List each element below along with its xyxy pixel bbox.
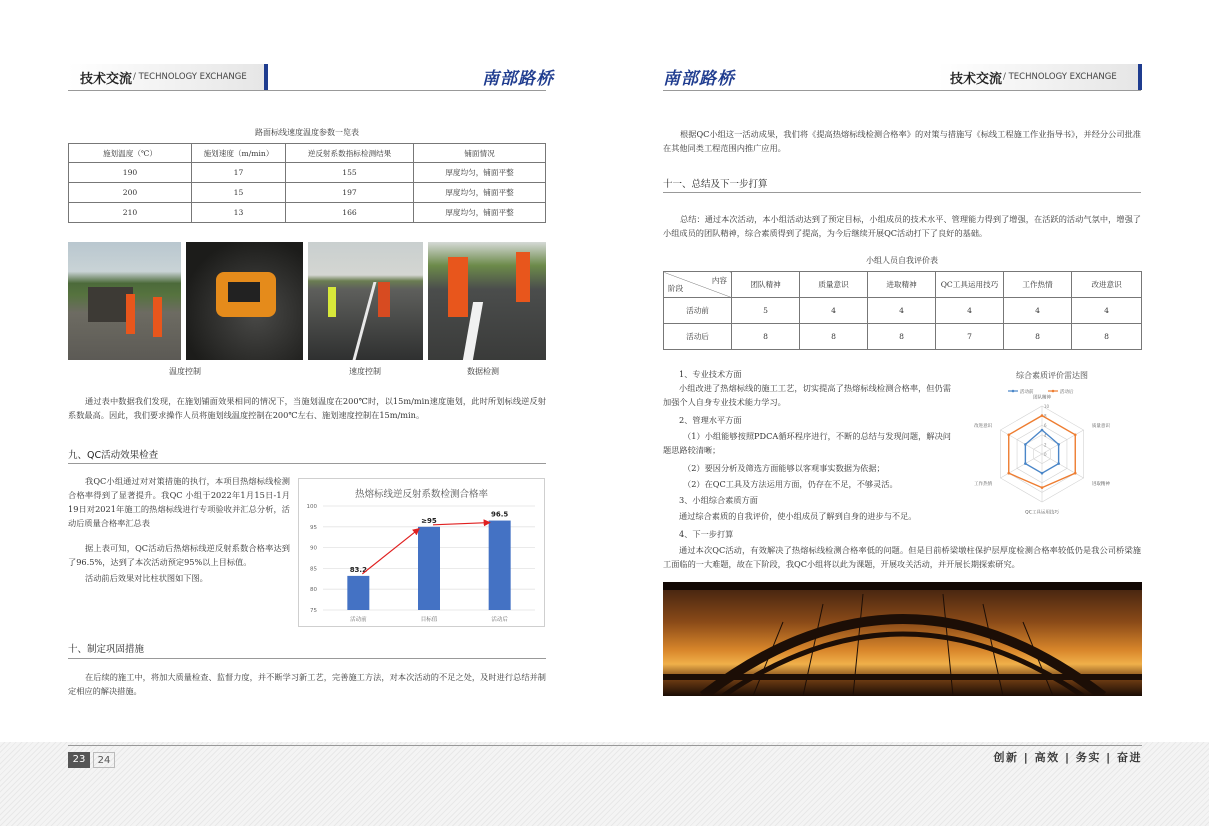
table2-cell: 4 xyxy=(936,298,1004,324)
bar-chart-ytick: 95 xyxy=(310,524,317,531)
section9-paragraph: 活动前后效果对比柱状图如下图。 xyxy=(85,573,208,583)
radar-point xyxy=(1041,472,1044,475)
radar-legend-marker xyxy=(1012,390,1015,393)
radar-chart xyxy=(962,366,1142,520)
radar-point xyxy=(1074,472,1077,475)
paragraph-conclusion: 通过表中数据我们发现，在施划铺面效果相同的情况下，当施划温度在200℃时，以15m/min速度施划，此时所划标线逆反射系数最高。因此，我们要求操作人员将施划线温度控制在200℃左右、施划速度控制在15m/min。 xyxy=(68,396,546,420)
table2-cell: 8 xyxy=(1072,324,1142,350)
table2-cell: 4 xyxy=(1072,298,1142,324)
right-header-cn: 技术交流 xyxy=(950,72,1003,87)
table1-caption: 路面标线速度温度参数一览表 xyxy=(255,128,359,137)
table2-cell: 4 xyxy=(868,298,936,324)
item-text: （1）小组能够按照PDCA循环程序进行，不断的总结与发现问题，解决问题思路较清晰； xyxy=(663,431,951,455)
radar-axis-label: 工作热情 xyxy=(974,481,993,487)
left-header-cn: 技术交流 xyxy=(80,72,133,87)
radar-axis-label: 质量意识 xyxy=(1091,424,1110,430)
table1-header: 逆反射系数指标检测结果 xyxy=(286,144,414,163)
section9-title: 九、QC活动效果检查 xyxy=(68,450,159,461)
radar-legend-label: 活动前 xyxy=(1020,390,1034,395)
self-evaluation-table xyxy=(663,271,1142,350)
table1-header: 铺面情况 xyxy=(414,144,546,163)
table1-cell: 190 xyxy=(69,163,192,183)
radar-spoke xyxy=(1042,454,1084,478)
bar-chart-xtick: 活动后 xyxy=(491,617,508,623)
section10-line xyxy=(68,658,546,659)
item-text: 通过本次QC活动，有效解决了热熔标线检测合格率低的问题。但是目前桥梁墩柱保护层厚度检测合格率较低仍是我公司桥梁施工面临的一大难题，故在下阶段，我QC小组将以此为课题，开展攻关活动，并开展长期探索研究。 xyxy=(663,545,1141,569)
summary-paragraph: 总结：通过本次活动，本小组活动达到了预定目标，小组成员的技术水平、管理能力得到了增强，在活跃的活动气氛中，增强了小组成员的团队精神，综合素质得到了提高，为今后继续开展QC活动打下了良好的基础。 xyxy=(663,214,1141,238)
table2-cell: 7 xyxy=(936,324,1004,350)
radar-ring-label: 4 xyxy=(1044,432,1047,438)
bar-chart-ytick: 85 xyxy=(310,566,317,573)
slogan: 创新 | 高效 | 务实 | 奋进 xyxy=(993,751,1142,764)
radar-spoke xyxy=(1000,430,1042,454)
radar-ring-label: 8 xyxy=(1044,413,1047,419)
table2-stage: 活动后 xyxy=(664,324,732,350)
radar-spoke xyxy=(1042,430,1084,454)
bridge-silhouette xyxy=(663,582,1142,696)
radar-spoke xyxy=(1000,454,1042,478)
table2-cell: 4 xyxy=(1004,298,1072,324)
item-text: （2）要因分析及筛选方面能够以客观事实数据为依据； xyxy=(683,463,885,473)
radar-legend-label: 活动后 xyxy=(1060,390,1074,395)
section9-line xyxy=(68,463,546,464)
radar-point xyxy=(1007,434,1010,437)
bar-chart-data-label: ≥95 xyxy=(421,516,437,525)
table1-cell: 197 xyxy=(286,183,414,203)
radar-axis-label: 改进意识 xyxy=(974,424,993,430)
table2-header: 改进意识 xyxy=(1072,272,1142,298)
bar-chart-title: 热熔标线逆反射系数检测合格率 xyxy=(354,489,488,500)
item-heading: 3、小组综合素质方面 xyxy=(679,495,758,505)
table2-corner-bottom: 阶段 xyxy=(668,284,684,293)
page-number-left: 23 xyxy=(68,752,90,768)
radar-point xyxy=(1007,472,1010,475)
left-brand-logo: 南部路桥 xyxy=(482,69,554,89)
section10-title: 十、制定巩固措施 xyxy=(68,644,145,655)
table2-caption: 小组人员自我评价表 xyxy=(866,256,938,265)
bar-chart-frame xyxy=(298,478,545,627)
table2-cell: 8 xyxy=(800,324,868,350)
radar-axis-label: 进取精神 xyxy=(1091,481,1110,487)
table1-header: 施划温度（℃） xyxy=(69,144,192,163)
table2-cell: 4 xyxy=(800,298,868,324)
table-row xyxy=(664,298,1142,324)
photo-bridge-sunset xyxy=(663,582,1142,696)
radar-axis-label: 团队精神 xyxy=(1033,395,1051,401)
radar-ring-label: 10 xyxy=(1044,404,1050,409)
section11-line xyxy=(663,192,1141,193)
item-text: 通过综合素质的自我评价，使小组成员了解到自身的进步与不足。 xyxy=(679,511,917,521)
radar-point xyxy=(1057,443,1060,446)
bar-chart-data-label: 83.2 xyxy=(349,565,367,574)
bar-chart-arrow xyxy=(433,523,490,525)
radar-ring-label: 2 xyxy=(1044,442,1047,448)
photo-thermometer xyxy=(186,242,303,360)
photo-caption-speed: 速度控制 xyxy=(349,367,381,376)
table2-cell: 8 xyxy=(1004,324,1072,350)
section10-paragraph: 在后续的施工中，将加大质量检查、监督力度，并不断学习新工艺，完善施工方法，对本次活动的不足之处，及时进行总结并制定相应的解决措施。 xyxy=(68,672,546,696)
radar-point xyxy=(1024,443,1027,446)
table2-stage: 活动前 xyxy=(664,298,732,324)
table2-header: 团队精神 xyxy=(732,272,800,298)
bar-chart-bar xyxy=(347,576,369,610)
bar-chart-data-label: 96.5 xyxy=(491,510,509,519)
table2-header: 工作热情 xyxy=(1004,272,1072,298)
radar-legend-marker xyxy=(1052,390,1055,393)
left-header-en: / TECHNOLOGY EXCHANGE xyxy=(133,72,247,82)
radar-ring-label: 0 xyxy=(1044,452,1047,457)
table1-cell: 13 xyxy=(192,203,286,223)
radar-point xyxy=(1041,429,1044,432)
table2-corner xyxy=(664,272,732,298)
table1-cell: 210 xyxy=(69,203,192,223)
table1-header: 施划速度（m/min） xyxy=(192,144,286,163)
table1-cell: 200 xyxy=(69,183,192,203)
bar-chart-ytick: 80 xyxy=(310,587,317,594)
table2-header: QC工具运用技巧 xyxy=(936,272,1004,298)
table1-cell: 15 xyxy=(192,183,286,203)
item-text: 小组改进了热熔标线的施工工艺，切实提高了热熔标线检测合格率，但仍需加强个人自身专业技术能力学习。 xyxy=(663,383,951,407)
bar-chart-ytick: 75 xyxy=(310,608,317,614)
bar-chart-bar xyxy=(489,521,511,610)
right-brand-logo: 南部路桥 xyxy=(663,69,735,89)
bar-chart-bar xyxy=(418,527,440,610)
table1-cell: 155 xyxy=(286,163,414,183)
table2-cell: 8 xyxy=(732,324,800,350)
table-row xyxy=(69,203,546,223)
table1-cell: 厚度均匀，铺面平整 xyxy=(414,203,546,223)
page-number-right: 24 xyxy=(93,752,115,768)
item-heading: 2、管理水平方面 xyxy=(679,415,742,425)
footer-rule xyxy=(68,745,1142,746)
item-heading: 1、专业技术方面 xyxy=(679,369,742,379)
radar-point xyxy=(1074,434,1077,437)
radar-point xyxy=(1024,462,1027,465)
photo-caption-data: 数据检测 xyxy=(467,367,499,376)
speed-temp-table xyxy=(68,143,546,223)
radar-point xyxy=(1057,462,1060,465)
bar-chart-arrow xyxy=(362,529,419,574)
table-row xyxy=(664,324,1142,350)
photo-data-detection xyxy=(428,242,546,360)
table-row xyxy=(69,163,546,183)
table2-cell: 5 xyxy=(732,298,800,324)
table2-header: 进取精神 xyxy=(868,272,936,298)
item-heading: 4、下一步打算 xyxy=(679,529,734,539)
right-header-en: / TECHNOLOGY EXCHANGE xyxy=(1003,72,1117,82)
bar-chart xyxy=(299,479,544,626)
section11-title: 十一、总结及下一步打算 xyxy=(663,179,768,190)
table2-corner-top: 内容 xyxy=(711,276,727,285)
photo-speed-control xyxy=(308,242,423,360)
radar-axis-label: QC工具运用技巧 xyxy=(1025,510,1059,516)
radar-chart-frame xyxy=(962,366,1142,520)
bar-chart-xtick: 活动前 xyxy=(350,617,367,623)
photo-caption-temperature: 温度控制 xyxy=(169,367,201,376)
right-header xyxy=(938,64,1142,90)
radar-point xyxy=(1041,414,1044,417)
table1-cell: 17 xyxy=(192,163,286,183)
item-text: （2）在QC工具及方法运用方面，仍存在不足，不够灵活。 xyxy=(683,479,898,489)
bar-chart-xtick: 目标值 xyxy=(420,617,438,623)
radar-ring-label: 6 xyxy=(1044,423,1047,429)
section9-paragraph: 我QC小组通过对对策措施的执行，本项目热熔标线检测合格率得到了显著提升。我QC 小组于2022年1月15日-1月19日对2021年施工的热熔标线进行专项验收并汇总分析，活动后质量合格率汇总表 xyxy=(68,476,290,528)
table2-header: 质量意识 xyxy=(800,272,868,298)
table1-cell: 厚度均匀，铺面平整 xyxy=(414,163,546,183)
radar-point xyxy=(1041,486,1044,489)
photo-road-marking-crew xyxy=(68,242,181,360)
table-row xyxy=(69,183,546,203)
left-header-line xyxy=(68,90,546,91)
bar-chart-ytick: 100 xyxy=(306,504,317,510)
bar-chart-ytick: 90 xyxy=(310,545,317,552)
table1-cell: 厚度均匀，铺面平整 xyxy=(414,183,546,203)
radar-chart-title: 综合素质评价雷达图 xyxy=(1016,371,1088,380)
left-header xyxy=(68,64,268,90)
table2-cell: 8 xyxy=(868,324,936,350)
right-header-line xyxy=(663,90,1141,91)
intro-paragraph: 根据QC小组这一活动成果，我们将《提高热熔标线检测合格率》的对策与措施写《标线工程施工作业指导书》，并经分公司批准在其他同类工程范围内推广应用。 xyxy=(663,129,1141,153)
section9-paragraph: 据上表可知，QC活动后热熔标线逆反射系数合格率达到了96.5%，达到了本次活动预定95%以上目标值。 xyxy=(68,543,290,567)
table1-cell: 166 xyxy=(286,203,414,223)
